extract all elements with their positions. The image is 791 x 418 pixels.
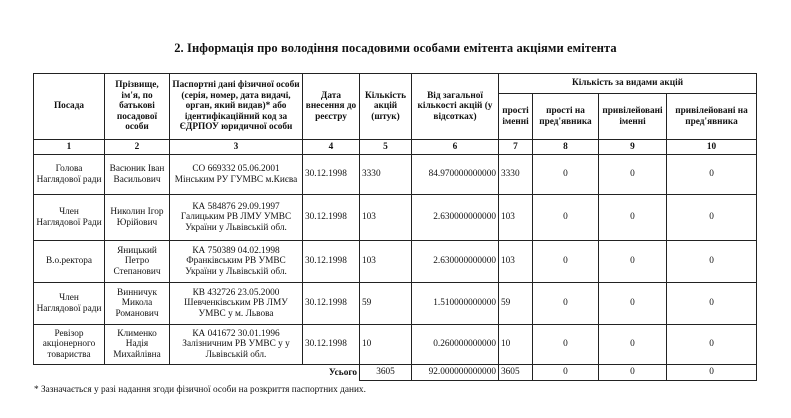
header-by-type: Кількість за видами акцій xyxy=(499,74,757,94)
cell-position: В.о.ректора xyxy=(34,241,105,283)
cell-pct: 84.970000000000 xyxy=(412,155,499,195)
cell-qty: 103 xyxy=(360,195,412,241)
header-passport: Паспортні дані фізичної особи (серія, номер, дата видачі, орган, який видав)* або ідентифікаційний код за ЄДРПОУ юридичної особи xyxy=(170,74,303,140)
column-numbers-row xyxy=(34,140,757,155)
total-t9: 0 xyxy=(599,365,667,381)
cell-t7: 10 xyxy=(499,325,533,365)
cell-t9: 0 xyxy=(599,155,667,195)
cell-date: 30.12.1998 xyxy=(303,283,360,325)
total-t8: 0 xyxy=(533,365,599,381)
cell-pct: 2.630000000000 xyxy=(412,195,499,241)
table-row xyxy=(34,155,757,195)
cell-t7: 59 xyxy=(499,283,533,325)
table-row xyxy=(34,325,757,365)
cell-qty: 103 xyxy=(360,241,412,283)
cell-pct: 0.260000000000 xyxy=(412,325,499,365)
cell-position: Голова Наглядової ради xyxy=(34,155,105,195)
cell-qty: 10 xyxy=(360,325,412,365)
shareholding-table xyxy=(33,73,757,381)
cell-passport: КВ 432726 23.05.2000 Шевченківським РВ ЛМУ УМВС у м. Львова xyxy=(170,283,303,325)
cell-t9: 0 xyxy=(599,283,667,325)
cell-passport: КА 041672 30.01.1996 Залізничним РВ УМВС у у Львівській обл. xyxy=(170,325,303,365)
col-number: 5 xyxy=(360,140,412,155)
col-number: 7 xyxy=(499,140,533,155)
cell-passport: СО 669332 05.06.2001 Мінським РУ ГУМВС м.Києва xyxy=(170,155,303,195)
col-number: 8 xyxy=(533,140,599,155)
col-number: 6 xyxy=(412,140,499,155)
cell-t10: 0 xyxy=(667,195,757,241)
cell-name: Васюник Іван Васильович xyxy=(105,155,170,195)
header-t8: прості на пред'явника xyxy=(533,94,599,140)
total-pct: 92.000000000000 xyxy=(412,365,499,381)
cell-t8: 0 xyxy=(533,155,599,195)
cell-qty: 3330 xyxy=(360,155,412,195)
total-row xyxy=(34,365,757,381)
header-name: Прізвище, ім'я, по батькові посадової особи xyxy=(105,74,170,140)
cell-passport: КА 584876 29.09.1997 Галицьким РВ ЛМУ УМВС України у Львівській обл. xyxy=(170,195,303,241)
total-qty: 3605 xyxy=(360,365,412,381)
total-t10: 0 xyxy=(667,365,757,381)
cell-name: Винничук Микола Романович xyxy=(105,283,170,325)
cell-pct: 2.630000000000 xyxy=(412,241,499,283)
footnote: * Зазначається у разі надання згоди фізичної особи на розкриття паспортних даних. xyxy=(34,385,366,395)
cell-pct: 1.510000000000 xyxy=(412,283,499,325)
cell-t9: 0 xyxy=(599,325,667,365)
cell-t10: 0 xyxy=(667,241,757,283)
cell-t8: 0 xyxy=(533,325,599,365)
cell-qty: 59 xyxy=(360,283,412,325)
cell-date: 30.12.1998 xyxy=(303,325,360,365)
cell-t8: 0 xyxy=(533,283,599,325)
col-number: 1 xyxy=(34,140,105,155)
cell-position: Член Наглядової ради xyxy=(34,283,105,325)
cell-date: 30.12.1998 xyxy=(303,195,360,241)
cell-t8: 0 xyxy=(533,195,599,241)
cell-date: 30.12.1998 xyxy=(303,155,360,195)
cell-position: Ревізор акціонерного товариства xyxy=(34,325,105,365)
header-t10: привілейовані на пред'явника xyxy=(667,94,757,140)
cell-t9: 0 xyxy=(599,241,667,283)
cell-t9: 0 xyxy=(599,195,667,241)
total-label: Усього xyxy=(328,367,357,378)
header-qty: Кількість акцій (штук) xyxy=(360,74,412,140)
cell-t7: 3330 xyxy=(499,155,533,195)
cell-name: Клименко Надія Михайлівна xyxy=(105,325,170,365)
total-t7: 3605 xyxy=(499,365,533,381)
col-number: 9 xyxy=(599,140,667,155)
cell-passport: КА 750389 04.02.1998 Франківським РВ УМВС України у Львівській обл. xyxy=(170,241,303,283)
cell-date: 30.12.1998 xyxy=(303,241,360,283)
cell-t10: 0 xyxy=(667,283,757,325)
header-position: Посада xyxy=(34,74,105,140)
table-row xyxy=(34,241,757,283)
section-title: 2. Інформація про володіння посадовими особами емітента акціями емітента xyxy=(174,41,617,55)
cell-t7: 103 xyxy=(499,195,533,241)
col-number: 2 xyxy=(105,140,170,155)
col-number: 4 xyxy=(303,140,360,155)
table-row xyxy=(34,283,757,325)
col-number: 10 xyxy=(667,140,757,155)
header-t7: прості іменні xyxy=(499,94,533,140)
cell-t10: 0 xyxy=(667,155,757,195)
cell-name: Николин Ігор Юрійович xyxy=(105,195,170,241)
cell-t7: 103 xyxy=(499,241,533,283)
header-t9: привілейовані іменні xyxy=(599,94,667,140)
header-pct: Від загальної кількості акцій (у відсотках) xyxy=(412,74,499,140)
table-row xyxy=(34,195,757,241)
header-date: Дата внесення до реєстру xyxy=(303,74,360,140)
cell-position: Член Наглядової Ради xyxy=(34,195,105,241)
col-number: 3 xyxy=(170,140,303,155)
cell-name: Яницький Петро Степанович xyxy=(105,241,170,283)
cell-t10: 0 xyxy=(667,325,757,365)
cell-t8: 0 xyxy=(533,241,599,283)
